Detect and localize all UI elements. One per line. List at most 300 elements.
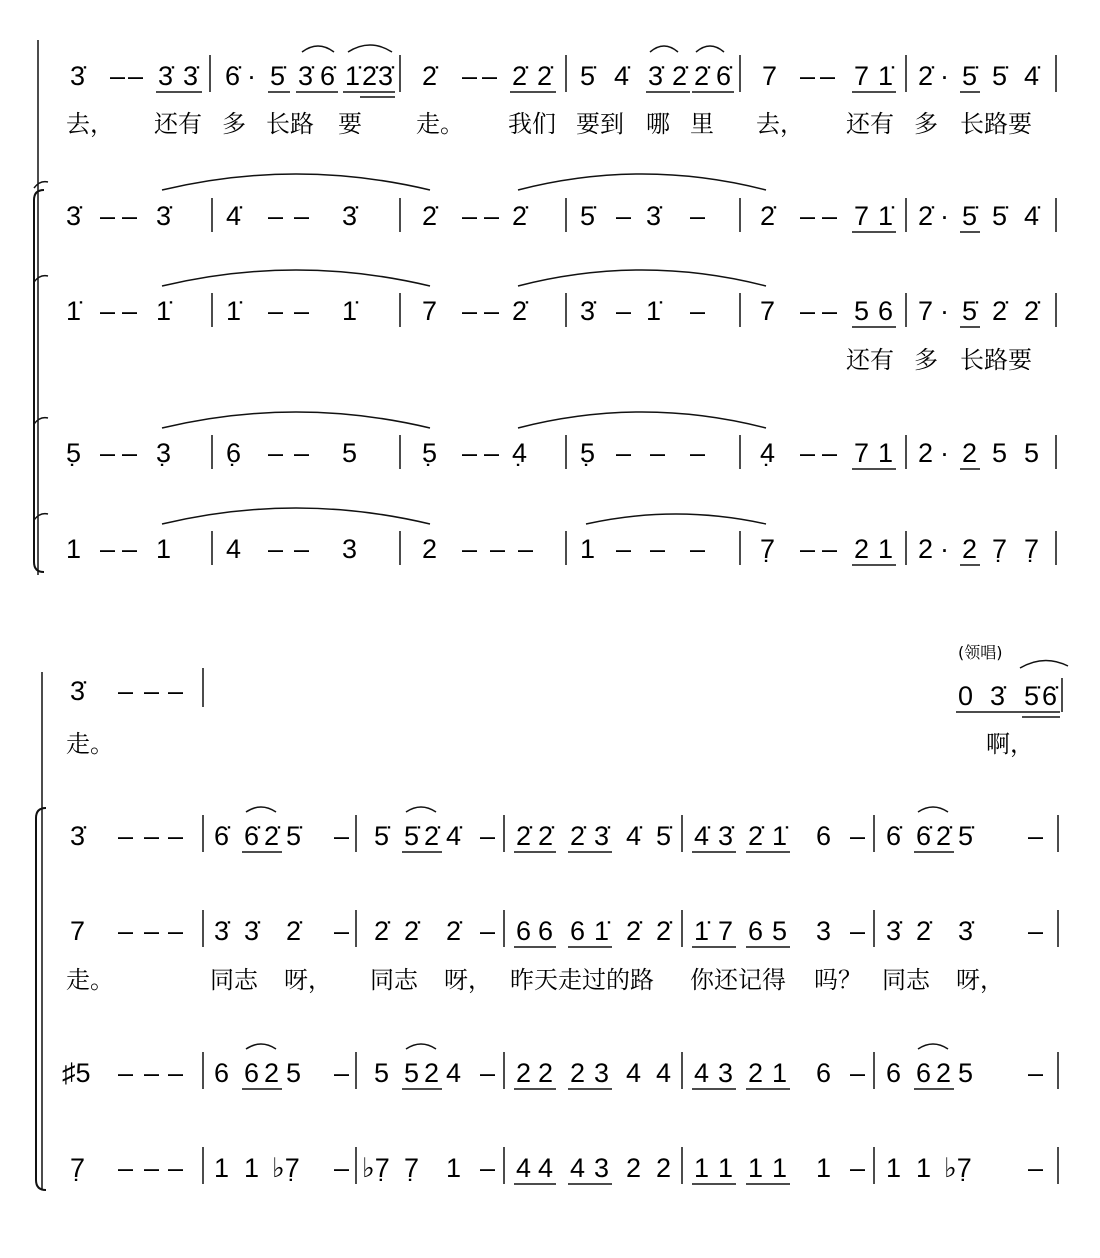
note: 3 xyxy=(718,1058,734,1088)
note: 6̇ xyxy=(916,821,932,851)
note: 3̇ xyxy=(342,201,358,231)
note: 2̇ xyxy=(918,61,934,91)
dash: – xyxy=(268,438,284,468)
note: 1 xyxy=(446,1153,462,1183)
note: 5̇ xyxy=(656,821,672,851)
note: 6̇ xyxy=(716,61,732,91)
lyric: 同志 xyxy=(210,966,258,994)
note: 7 xyxy=(854,438,870,468)
note: 2 xyxy=(962,438,978,468)
note: 2̇ xyxy=(537,61,553,91)
note: 1 xyxy=(916,1153,932,1183)
choir-voice-1 xyxy=(34,174,1056,232)
note: 3̇ xyxy=(183,61,199,91)
note: ♭7̣ xyxy=(944,1153,972,1183)
note: 3̇ xyxy=(70,676,86,706)
note: 5̇ xyxy=(992,61,1008,91)
lyric: 还有 xyxy=(154,110,202,138)
note: 3 xyxy=(594,1153,610,1183)
dash: – xyxy=(822,201,838,231)
note: 7̣ xyxy=(404,1153,420,1183)
lyric: 多 xyxy=(914,110,938,138)
note: 1̇ xyxy=(772,821,788,851)
note: 2̇ xyxy=(422,61,438,91)
note: 4 xyxy=(446,1058,462,1088)
lyric: 要到 xyxy=(576,110,624,138)
note: 4 xyxy=(570,1153,586,1183)
lyric: 还有 xyxy=(846,346,894,374)
note: 2̇ xyxy=(512,201,528,231)
dash: – xyxy=(800,534,816,564)
dash: – xyxy=(118,1058,134,1088)
note: 2 xyxy=(962,534,978,564)
note: 2̇ xyxy=(694,61,710,91)
note: 2̇ xyxy=(516,821,532,851)
dash: – xyxy=(1028,821,1044,851)
note: 4̇ xyxy=(626,821,642,851)
note: 2̇ xyxy=(424,821,440,851)
dash: – xyxy=(118,676,134,706)
note: 1 xyxy=(748,1153,764,1183)
dash: – xyxy=(118,821,134,851)
dash: – xyxy=(690,296,706,326)
dash: – xyxy=(144,821,160,851)
note: 1 xyxy=(214,1153,230,1183)
note: 2̇ xyxy=(936,821,952,851)
note: 5̇ xyxy=(962,61,978,91)
lyric: 走。 xyxy=(416,110,464,138)
dash: – xyxy=(1028,1153,1044,1183)
note: 5 xyxy=(958,1058,974,1088)
note: 6 xyxy=(748,916,764,946)
lyric: 走。 xyxy=(66,730,114,758)
dash: – xyxy=(1028,916,1044,946)
dash: – xyxy=(168,1058,184,1088)
note: 1 xyxy=(156,534,172,564)
note: 6 xyxy=(244,1058,260,1088)
note: 6 xyxy=(878,296,894,326)
note: 3̇ xyxy=(378,61,394,91)
note: 2̇ xyxy=(992,296,1008,326)
note: 5̇ xyxy=(1024,681,1040,711)
lyric: 吗？ xyxy=(814,966,862,994)
system-1 xyxy=(34,40,1056,575)
dash: – xyxy=(294,201,310,231)
note: 7 xyxy=(854,201,870,231)
lyric: 要 xyxy=(338,110,362,138)
note: 5̇ xyxy=(374,821,390,851)
note: 2̇ xyxy=(512,61,528,91)
note: 2 xyxy=(538,1058,554,1088)
dash: – xyxy=(334,821,350,851)
dash: – xyxy=(294,534,310,564)
dash: – xyxy=(122,201,138,231)
note: 7 xyxy=(762,61,778,91)
note: 0 xyxy=(958,681,974,711)
note: 1̇ xyxy=(694,916,710,946)
dash: – xyxy=(1028,1058,1044,1088)
lyric: 走。 xyxy=(66,966,114,994)
note: 2 xyxy=(918,438,934,468)
choir2-voice-3 xyxy=(62,1044,1058,1089)
lyric: 啊， xyxy=(986,730,1034,758)
dash: – xyxy=(462,296,478,326)
lyric: 同志 xyxy=(370,966,418,994)
note: 1̇ xyxy=(66,296,82,326)
note: 4 xyxy=(626,1058,642,1088)
lyric: 多 xyxy=(914,346,938,374)
dash: – xyxy=(480,1058,496,1088)
note: 1 xyxy=(772,1153,788,1183)
note: 1 xyxy=(718,1153,734,1183)
note: 6 xyxy=(516,916,532,946)
note: 6 xyxy=(570,916,586,946)
dash: – xyxy=(480,916,496,946)
note: 3̇ xyxy=(70,821,86,851)
note: 4 xyxy=(516,1153,532,1183)
dash: – xyxy=(480,821,496,851)
note: 7 xyxy=(854,61,870,91)
lyric: 去， xyxy=(66,110,114,138)
note: 2̇ xyxy=(672,61,688,91)
dash: – xyxy=(118,916,134,946)
note: 2̇ xyxy=(362,61,378,91)
dot: · xyxy=(940,438,949,468)
note: 3̇ xyxy=(886,916,902,946)
lyric: 你还记得 xyxy=(690,966,786,994)
dash: – xyxy=(168,821,184,851)
note: 4̣ xyxy=(760,438,776,468)
note: 1 xyxy=(886,1153,902,1183)
note: 6 xyxy=(816,1058,832,1088)
note: 5 xyxy=(286,1058,302,1088)
dash: – xyxy=(462,534,478,564)
lyric: 里 xyxy=(690,110,714,138)
note: 4̇ xyxy=(694,821,710,851)
note: 5̇ xyxy=(270,61,286,91)
note: 2̇ xyxy=(374,916,390,946)
note: ♭7̣ xyxy=(272,1153,300,1183)
note: 2̇ xyxy=(286,916,302,946)
dash: – xyxy=(462,61,478,91)
dash: – xyxy=(294,296,310,326)
dot: · xyxy=(940,61,949,91)
note: 3̇ xyxy=(990,681,1006,711)
note: 5̇ xyxy=(286,821,302,851)
note: 3̇ xyxy=(718,821,734,851)
note: 3̇ xyxy=(244,916,260,946)
note: 1 xyxy=(580,534,596,564)
dash: – xyxy=(484,201,500,231)
lyric: 我们 xyxy=(508,110,556,138)
note: 1̇ xyxy=(342,296,358,326)
note: 4̇ xyxy=(1024,61,1040,91)
note: 4 xyxy=(656,1058,672,1088)
note: 3̇ xyxy=(580,296,596,326)
note: 5̣ xyxy=(422,438,438,468)
note: 6 xyxy=(214,1058,230,1088)
note: 7 xyxy=(70,916,86,946)
note: 6̇ xyxy=(225,61,241,91)
choir-voice-3 xyxy=(34,412,1056,469)
dash: – xyxy=(168,676,184,706)
note: 3 xyxy=(594,1058,610,1088)
note: 2̇ xyxy=(404,916,420,946)
note: 3̇ xyxy=(298,61,314,91)
note: 1 xyxy=(878,438,894,468)
note: 3̇ xyxy=(646,201,662,231)
note: 1 xyxy=(66,534,82,564)
note: 2̇ xyxy=(748,821,764,851)
choir2-voice-4 xyxy=(70,1147,1058,1184)
note: 5̇ xyxy=(580,61,596,91)
note: 3̇ xyxy=(648,61,664,91)
note: 7̣ xyxy=(70,1153,86,1183)
note: 2̇ xyxy=(918,201,934,231)
dash: – xyxy=(822,438,838,468)
choir-voice-2-lyrics xyxy=(846,346,1032,374)
note: 6 xyxy=(916,1058,932,1088)
melody-lyrics-2 xyxy=(66,730,1034,758)
note: 7̣ xyxy=(760,534,776,564)
dash: – xyxy=(822,296,838,326)
dash: – xyxy=(110,61,126,91)
choir-voice-4 xyxy=(34,508,1056,565)
dash: – xyxy=(122,296,138,326)
dot: · xyxy=(247,61,256,91)
dash: – xyxy=(268,201,284,231)
dash: – xyxy=(484,438,500,468)
lyric: 去， xyxy=(756,110,804,138)
lyric: 呀， xyxy=(956,966,1004,994)
note: 3̇ xyxy=(594,821,610,851)
note: 1̇ xyxy=(878,61,894,91)
note: 5 xyxy=(992,438,1008,468)
dash: – xyxy=(168,916,184,946)
note: 7 xyxy=(918,296,934,326)
dash: – xyxy=(690,438,706,468)
dash: – xyxy=(850,1058,866,1088)
note: 2 xyxy=(516,1058,532,1088)
note: 5 xyxy=(1024,438,1040,468)
note: 6̇ xyxy=(886,821,902,851)
note: 2̇ xyxy=(760,201,776,231)
note: 2 xyxy=(936,1058,952,1088)
dash: – xyxy=(616,534,632,564)
dash: – xyxy=(800,61,816,91)
dash: – xyxy=(850,1153,866,1183)
note: 5̣ xyxy=(66,438,82,468)
dash: – xyxy=(800,438,816,468)
note: 7̣ xyxy=(992,534,1008,564)
note: 1̇ xyxy=(345,61,361,91)
dash: – xyxy=(144,916,160,946)
dash: – xyxy=(850,916,866,946)
dash: – xyxy=(128,61,144,91)
dash: – xyxy=(482,61,498,91)
note: 5̇ xyxy=(580,201,596,231)
note: 7 xyxy=(760,296,776,326)
note: 6̣ xyxy=(226,438,242,468)
melody-lyrics xyxy=(66,110,1032,138)
dash: – xyxy=(144,676,160,706)
note: 6̇ xyxy=(1042,681,1058,711)
note: 1 xyxy=(878,534,894,564)
dash: – xyxy=(294,438,310,468)
dash: – xyxy=(490,534,506,564)
note: 5 xyxy=(374,1058,390,1088)
note: 3̇ xyxy=(158,61,174,91)
note: 6̇ xyxy=(320,61,336,91)
melody-row xyxy=(70,45,1056,97)
solo-label: (领唱) xyxy=(958,643,1003,662)
dash: – xyxy=(334,1153,350,1183)
note: 7̣ xyxy=(1024,534,1040,564)
note: 1 xyxy=(816,1153,832,1183)
note: 3̇ xyxy=(66,201,82,231)
note: 4 xyxy=(538,1153,554,1183)
dash: – xyxy=(122,534,138,564)
dash: – xyxy=(462,438,478,468)
lyric: 哪 xyxy=(646,110,670,138)
dash: – xyxy=(144,1058,160,1088)
choir2-voice-2-lyrics xyxy=(66,966,1004,994)
note: 3̇ xyxy=(214,916,230,946)
dash: – xyxy=(122,438,138,468)
note: 1 xyxy=(694,1153,710,1183)
dash: – xyxy=(650,438,666,468)
note: 3̇ xyxy=(156,201,172,231)
note: 2 xyxy=(422,534,438,564)
note: 3 xyxy=(816,916,832,946)
note: ♯5 xyxy=(62,1058,91,1088)
lyric: 还有 xyxy=(846,110,894,138)
dash: – xyxy=(268,534,284,564)
dash: – xyxy=(800,201,816,231)
note: 1̇ xyxy=(226,296,242,326)
note: 2̇ xyxy=(422,201,438,231)
note: 5 xyxy=(854,296,870,326)
note: 5 xyxy=(404,1058,420,1088)
dash: – xyxy=(334,916,350,946)
note: 4̇ xyxy=(226,201,242,231)
dash: – xyxy=(334,1058,350,1088)
note: 2̇ xyxy=(656,916,672,946)
dot: · xyxy=(940,201,949,231)
dash: – xyxy=(100,201,116,231)
dash: – xyxy=(268,296,284,326)
lyric: 长路 xyxy=(266,110,314,138)
note: 2̇ xyxy=(512,296,528,326)
note: 2̇ xyxy=(626,916,642,946)
note: 2 xyxy=(656,1153,672,1183)
note: ♭7̣ xyxy=(362,1153,390,1183)
note: 2 xyxy=(424,1058,440,1088)
dash: – xyxy=(690,201,706,231)
note: 2 xyxy=(854,534,870,564)
lyric: 呀， xyxy=(284,966,332,994)
lyric: 长路要 xyxy=(960,110,1032,138)
note: 2 xyxy=(748,1058,764,1088)
note: 4̇ xyxy=(614,61,630,91)
dash: – xyxy=(118,1153,134,1183)
dash: – xyxy=(690,534,706,564)
note: 5̇ xyxy=(958,821,974,851)
note: 6 xyxy=(886,1058,902,1088)
note: 2̇ xyxy=(446,916,462,946)
dash: – xyxy=(822,534,838,564)
note: 3̣ xyxy=(156,438,172,468)
note: 5̇ xyxy=(962,201,978,231)
lyric: 昨天走过的路 xyxy=(510,966,654,994)
note: 4 xyxy=(694,1058,710,1088)
note: 1̇ xyxy=(878,201,894,231)
note: 1̇ xyxy=(646,296,662,326)
note: 2 xyxy=(918,534,934,564)
note: 2̇ xyxy=(264,821,280,851)
dash: – xyxy=(462,201,478,231)
note: 6 xyxy=(816,821,832,851)
dot: · xyxy=(940,296,949,326)
note: 2̇ xyxy=(916,916,932,946)
dash: – xyxy=(800,296,816,326)
dash: – xyxy=(100,296,116,326)
melody-row-2 xyxy=(70,643,1068,717)
note: 7 xyxy=(422,296,438,326)
note: 6̇ xyxy=(214,821,230,851)
dash: – xyxy=(616,438,632,468)
note: 1̇ xyxy=(156,296,172,326)
dot: · xyxy=(940,534,949,564)
choir2-voice-2 xyxy=(70,910,1058,947)
note: 4̇ xyxy=(1024,201,1040,231)
system-2 xyxy=(36,643,1068,1190)
dash: – xyxy=(168,1153,184,1183)
note: 2̇ xyxy=(538,821,554,851)
note: 2 xyxy=(264,1058,280,1088)
note: 2 xyxy=(570,1058,586,1088)
dash: – xyxy=(850,821,866,851)
dash: – xyxy=(616,201,632,231)
note: 5 xyxy=(342,438,358,468)
note: 3̇ xyxy=(958,916,974,946)
note: 5̇ xyxy=(962,296,978,326)
note: 2̇ xyxy=(570,821,586,851)
note: 1 xyxy=(772,1058,788,1088)
note: 1 xyxy=(244,1153,260,1183)
system-2-bracket xyxy=(36,808,46,1190)
note: 1̇ xyxy=(594,916,610,946)
note: 4̇ xyxy=(446,821,462,851)
note: 3 xyxy=(342,534,358,564)
note: 5̇ xyxy=(992,201,1008,231)
note: 3̇ xyxy=(70,61,86,91)
note: 5̇ xyxy=(404,821,420,851)
lyric: 同志 xyxy=(882,966,930,994)
note: 4 xyxy=(226,534,242,564)
note: 5̣ xyxy=(580,438,596,468)
dash: – xyxy=(616,296,632,326)
dash: – xyxy=(518,534,534,564)
note: 6 xyxy=(538,916,554,946)
note: 2̇ xyxy=(1024,296,1040,326)
dash: – xyxy=(650,534,666,564)
dash: – xyxy=(100,438,116,468)
lyric: 多 xyxy=(222,110,246,138)
note: 2 xyxy=(626,1153,642,1183)
note: 5 xyxy=(772,916,788,946)
dash: – xyxy=(484,296,500,326)
